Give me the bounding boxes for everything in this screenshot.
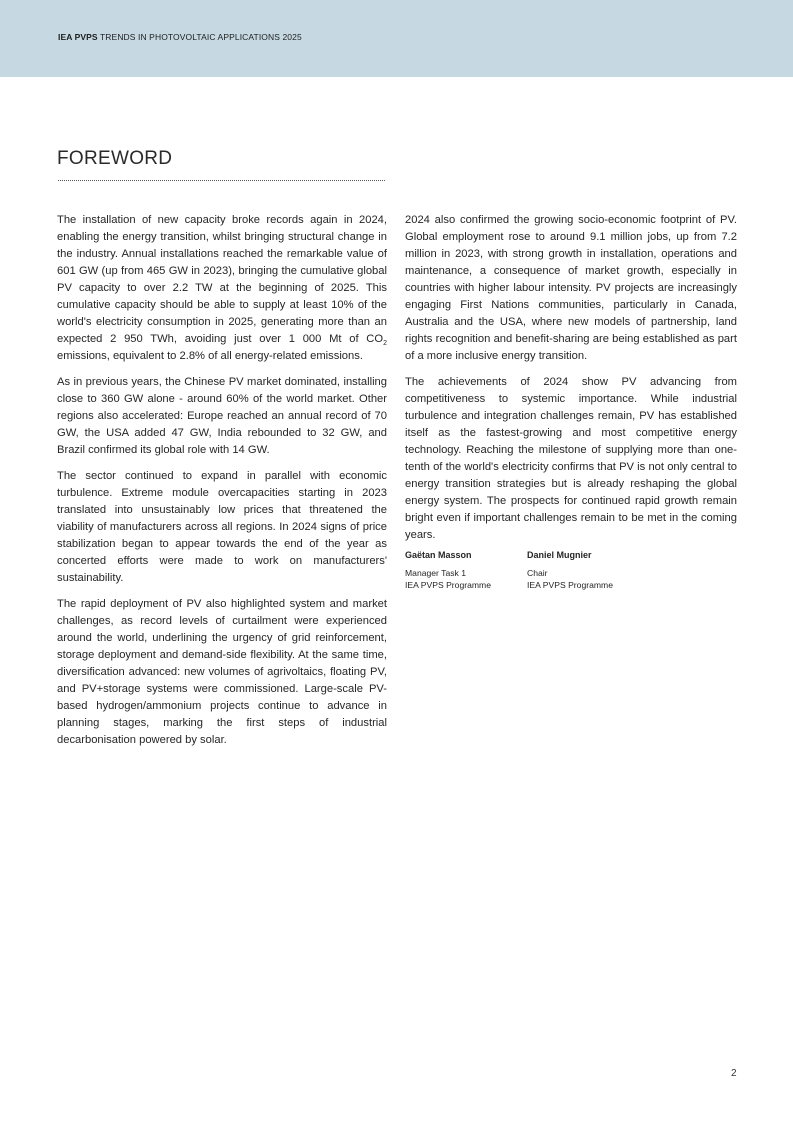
- signatory-name: Daniel Mugnier: [527, 550, 592, 560]
- paragraph: The installation of new capacity broke records again in 2024, enabling the energy transition, whilst bringing structural change in the industry. Annual installations reached the remarkable value of 601 GW (up from 465 GW in 2023), bringing the cumulative global PV capacity to over 2.2 TW at the beginning of 2025. This cumulative capacity should be able to supply at least 10% of the world's electricity consumption in 2025, generating more than an expected 2 950 TWh, avoiding just over 1 000 Mt of $CO_2$ emissions, equivalent to 2.8% of all energy-related emissions.: [57, 214, 387, 362]
- page-number: 2: [731, 1068, 737, 1079]
- left-column: [57, 212, 387, 758]
- signature: [405, 549, 495, 591]
- title-divider: [58, 180, 385, 181]
- signatory-name: Gaëtan Masson: [405, 550, 472, 560]
- right-column: [405, 212, 737, 553]
- header-band: [0, 0, 793, 77]
- signature-block: [405, 549, 735, 591]
- header-brand: IEA PVPS: [58, 32, 98, 42]
- paragraph: 2024 also confirmed the growing socio-economic footprint of PV. Global employment rose to around 9.1 million jobs, up from 7.2 million in 2023, with strong growth in installation, operations and maintenance, a consequence of market growth, especially in countries with higher labour intensity. PV projects are increasingly engaging First Nations communities, particularly in Canada, Australia and the USA, where new models of partnership, land rights recognition and benefit-sharing are being established as part of a more inclusive energy transition.: [405, 214, 737, 362]
- paragraph: The achievements of 2024 show PV advancing from competitiveness to systemic importance. While industrial turbulence and integration challenges remain, PV has established itself as the fastest-growing and most competitive energy technology. Reaching the milestone of supplying more than one-tenth of the world's electricity confirms that PV is not only central to energy transition strategies but is already reshaping the global energy system. The prospects for continued rapid growth remain bright even if important challenges remain to be met in the coming years.: [405, 376, 737, 541]
- paragraph: The rapid deployment of PV also highlighted system and market challenges, as record levels of curtailment were experienced around the world, underlining the urgency of grid reinforcement, storage deployment and demand-side flexibility. At the same time, diversification advanced: new volumes of agrivoltaics, floating PV, and PV+storage systems were commissioned. Large-scale PV-based hydrogen/ammonium projects continue to advance in planning stages, marking the first steps of industrial decarbonisation powered by solar.: [57, 598, 387, 746]
- signatory-org: IEA PVPS Programme: [405, 580, 491, 590]
- paragraph: The sector continued to expand in parallel with economic turbulence. Extreme module overcapacities starting in 2023 translated into unsustainably low prices that threatened the viability of manufacturers across all regions. In 2024 signs of price stabilization began to appear towards the end of the year as concerted efforts were made to work on manufacturers' sustainability.: [57, 470, 387, 584]
- signatory-role: Manager Task 1: [405, 568, 466, 578]
- running-header: [58, 32, 302, 42]
- page-title: FOREWORD: [57, 148, 173, 169]
- signature: [527, 549, 617, 591]
- header-title: TRENDS IN PHOTOVOLTAIC APPLICATIONS 2025: [100, 32, 302, 42]
- signatory-role: Chair: [527, 568, 548, 578]
- signatory-org: IEA PVPS Programme: [527, 580, 613, 590]
- paragraph: As in previous years, the Chinese PV market dominated, installing close to 360 GW alone - around 60% of the world market. Other regions also accelerated: Europe reached an annual record of 70 GW, the USA added 47 GW, India rebounded to 32 GW, and Brazil confirmed its global role with 14 GW.: [57, 376, 387, 456]
